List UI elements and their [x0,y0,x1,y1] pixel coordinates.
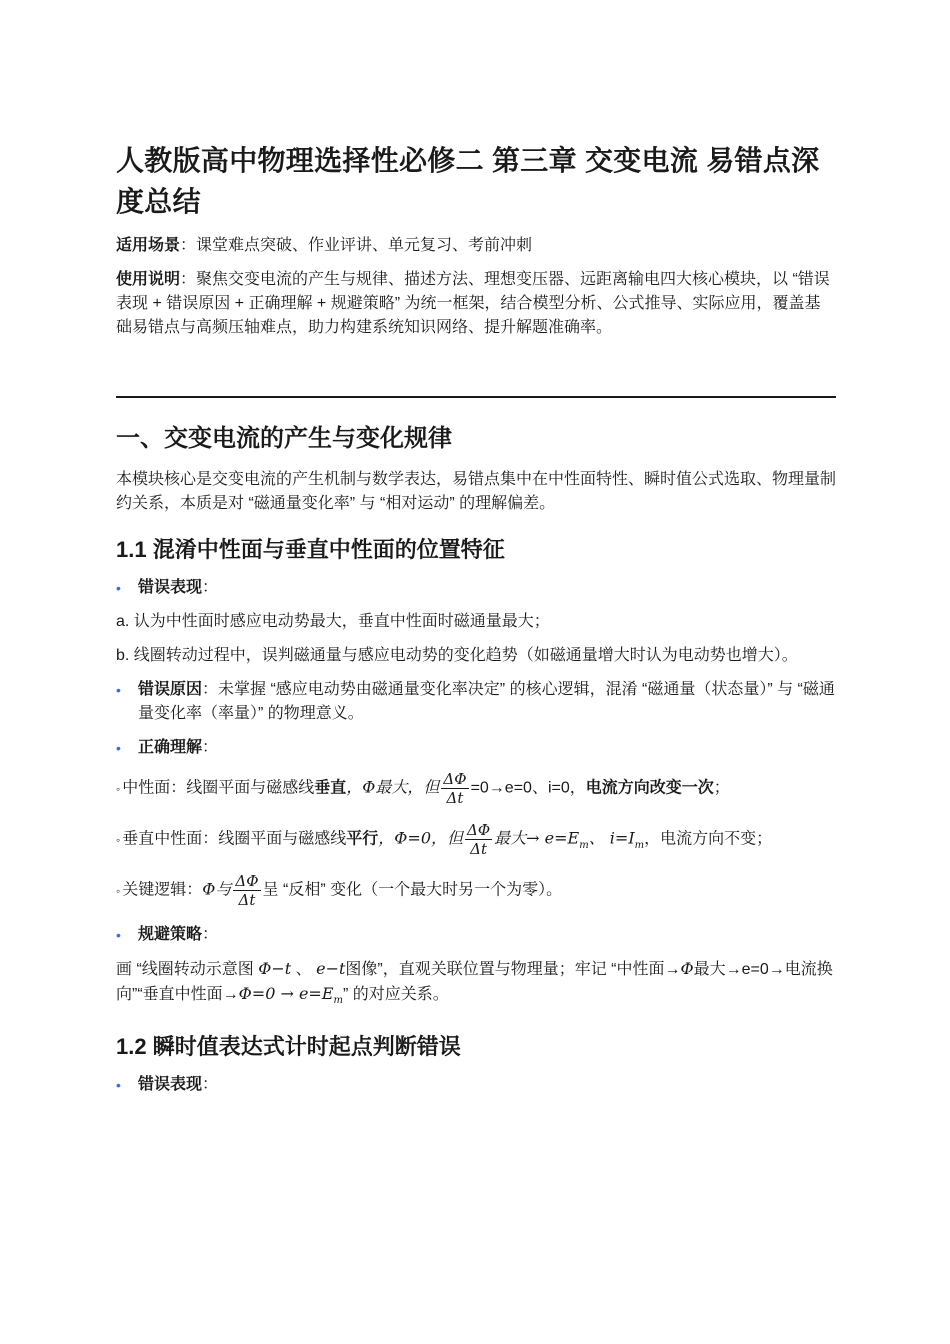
section-intro: 本模块核心是交变电流的产生机制与数学表达，易错点集中在中性面特性、瞬时值公式选取、物理量制约关系，本质是对 “磁通量变化率” 与 “相对运动” 的理解偏差。 [116,471,837,512]
usage-line [116,268,836,340]
text: 关键逻辑： [122,881,203,899]
circle-bullet-icon: ◦ [116,832,121,847]
scene-line [116,234,836,258]
bold-text: 平行 [346,830,379,848]
correct-point-perpendicular-plane [116,821,836,858]
frac-den: Δt [238,891,256,909]
error-item-a: a. 认为中性面时感应电动势最大，垂直中性面时磁通量最大； [116,613,550,630]
section-heading: 一、交变电流的产生与变化规律 [116,425,452,452]
reason-text: ：未掌握 “感应电动势由磁通量变化率决定” 的核心逻辑，混淆 “磁通量（状态量）” 与 “磁通量变化率（率量）” 的物理意义。 [138,681,835,722]
error-label: 错误表现 [138,579,203,596]
text: ” 的对应关系。 [343,986,449,1003]
math-text: ，Φ=0， [378,828,448,848]
text: ，电流方向不变； [644,830,773,848]
section-divider [116,396,836,398]
text: =0→e=0、i=0， [470,779,586,797]
error-item-b: b. 线圈转动过程中，误判磁通量与感应电动势的变化趋势（如磁通量增大时认为电动势也增大）。 [116,647,798,664]
correct-label: 正确理解 [138,739,203,756]
math-text: 最大→ e=E [494,828,580,848]
bullet-error-manifest-1-2 [116,1073,836,1097]
math-text: Φ [680,959,694,978]
frac-den: Δt [446,789,464,807]
bullet-correct-understanding [116,736,836,760]
subsection-heading-1-1: 1.1 混淆中性面与垂直中性面的位置特征 [116,537,505,562]
colon: ： [202,579,219,596]
error-label: 错误表现 [138,1076,203,1094]
colon: ： [202,1076,219,1094]
correct-point-key-logic [116,872,836,909]
text: 、 [291,961,317,978]
subscript: m [634,839,645,851]
reason-label: 错误原因 [138,681,203,698]
text: ； [713,779,730,797]
scene-text: ：课堂难点突破、作业评讲、单元复习、考前冲刺 [180,237,533,254]
fraction-dphi-dt [233,872,260,909]
colon: ： [202,926,219,943]
bullet-dot-icon: • [116,580,121,596]
document-title: 人教版高中物理选择性必修二 第三章 交变电流 易错点深度总结 [116,145,820,217]
subscript: m [579,839,589,851]
math-text: e−t [316,959,346,978]
scene-label: 适用场景 [116,237,181,254]
circle-bullet-icon: ◦ [116,883,121,898]
frac-num: ΔΦ [235,872,259,890]
math-text: Φ与 [202,879,232,899]
subscript: m [333,995,343,1007]
frac-den: Δt [470,840,488,858]
bold-text: 垂直 [314,779,347,797]
subsection-heading-1-2: 1.2 瞬时值表达式计时起点判断错误 [116,1034,461,1060]
correct-point-neutral-plane [116,770,836,807]
fraction-dphi-dt [465,821,492,858]
document-content [116,140,836,1107]
frac-num: ΔΦ [443,770,467,788]
frac-num: ΔΦ [467,821,491,839]
bullet-error-manifest [116,576,836,600]
text: 中性面：线圈平面与磁感线 [122,779,315,797]
fraction-dphi-dt [441,770,468,807]
avoid-label: 规避策略 [138,926,203,943]
bullet-avoid-strategy [116,923,836,947]
bullet-error-reason [116,678,836,726]
avoid-strategy-text [116,957,836,1013]
text: 图像”，直观关联位置与物理量；牢记 “中性面→ [345,961,681,978]
text: 最大→e=0→电流换向”“垂直中性面→ [116,961,833,1003]
text: 垂直中性面：线圈平面与磁感线 [122,830,347,848]
math-text: 但 [447,828,464,848]
math-text: ，Φ最大，但 [346,777,440,797]
colon: ： [202,739,219,756]
usage-text: ：聚焦交变电流的产生与规律、描述方法、理想变压器、远距离输电四大核心模块，以 “错误表现 + 错误原因 + 正确理解 + 规避策略” 为统一框架，结合模型分析、公式推导、实际应用，覆盖基础易错点与高频压轴难点，助力构建系统知识网络、提升解题准确率。 [116,271,830,336]
text: 画 “线圈转动示意图 [116,961,259,978]
math-text: Φ−t [258,959,292,978]
text: 呈 “反相” 变化（一个最大时另一个为零）。 [262,881,563,899]
bold-text: 电流方向改变一次 [585,779,714,797]
usage-label: 使用说明 [116,271,181,288]
bullet-dot-icon: • [116,927,121,943]
bullet-dot-icon: • [116,740,121,756]
bullet-dot-icon: • [116,1077,121,1094]
bullet-dot-icon: • [116,682,121,698]
math-text: Φ=0 → e=E [238,984,334,1003]
circle-bullet-icon: ◦ [116,781,121,796]
math-text: 、 i=I [588,828,635,848]
